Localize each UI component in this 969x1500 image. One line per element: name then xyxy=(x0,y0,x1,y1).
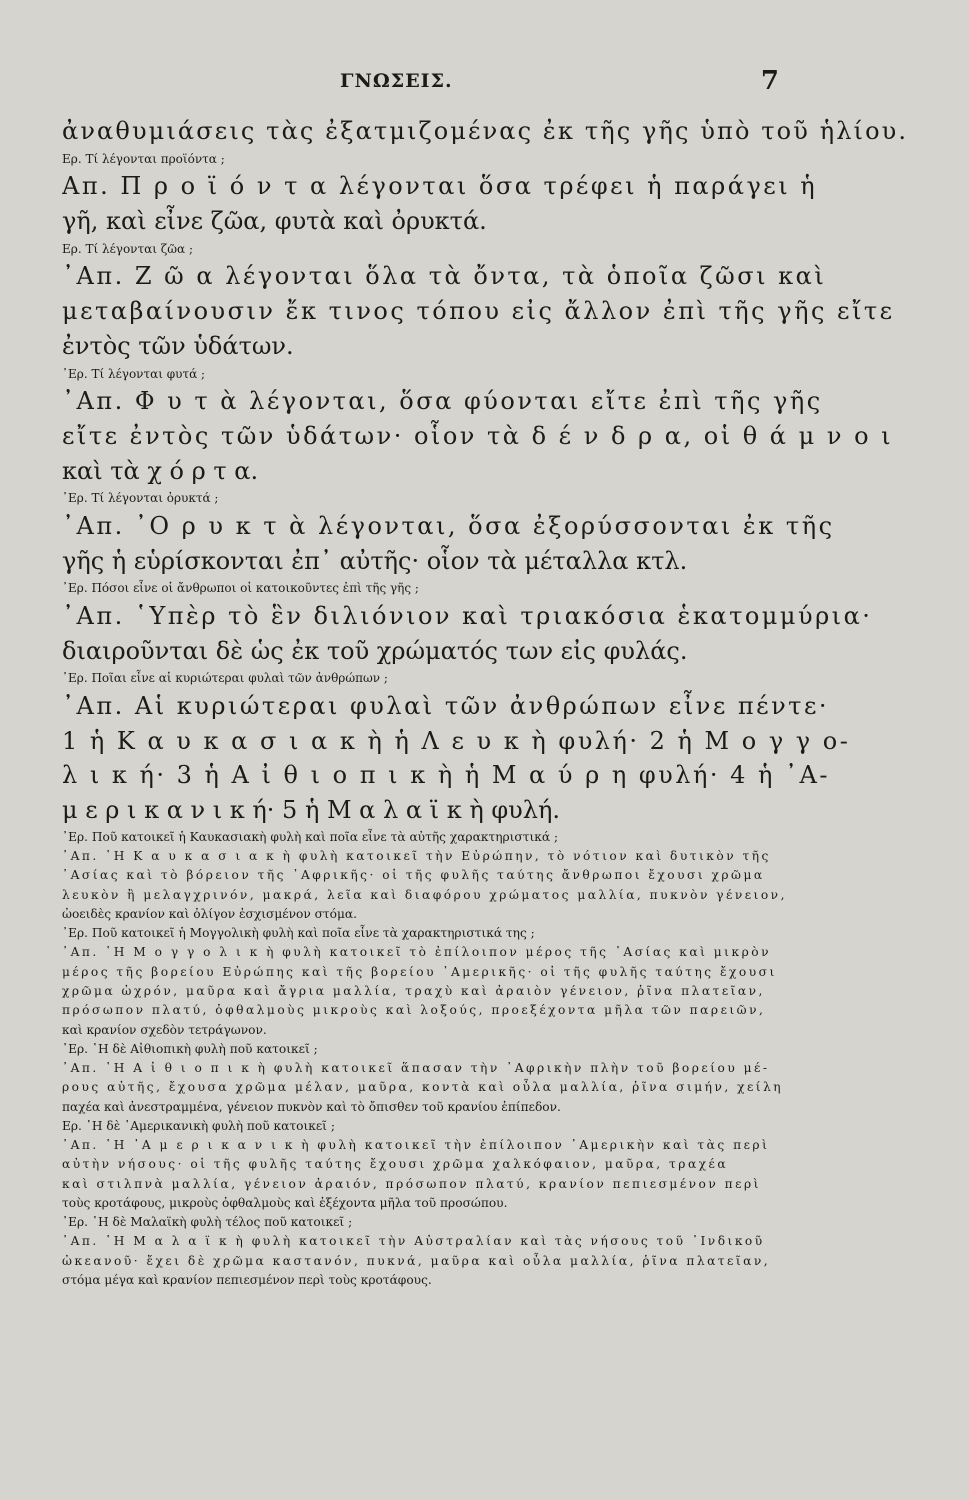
text-line: ἀναθυμιάσεις τὰς ἐξατμιζομένας ἐκ τῆς γῆς ὑπὸ τοῦ ἡλίου. xyxy=(62,117,908,145)
small-text-line: ᾿Απ. ῾Η Α ἰ θ ι ο π ι κ ὴ φυλὴ κατοικεῖ ἅπασαν τὴν ᾿Αφρικὴν πλὴν τοῦ βορείου μέ- xyxy=(62,1061,770,1076)
small-text-line: χρῶμα ὠχρόν, μαῦρα καὶ ἄγρια μαλλία, τραχὺ καὶ ἀραιὸν γένειον, ῥῖνα πλατεῖαν, xyxy=(62,984,765,999)
small-text-line: ᾿Ερ. Ποῦ κατοικεῖ ἡ Μογγολικὴ φυλὴ καὶ ποῖα εἶνε τὰ χαρακτηριστικά της ; xyxy=(62,926,535,941)
text-line: γῆς ἡ εὑρίσκονται ἐπ᾿ αὐτῆς· οἷον τὰ μέταλλα κτλ. xyxy=(62,546,688,575)
small-text-line: ὠοειδὲς κρανίον καὶ ὀλίγον ἐσχισμένον στόμα. xyxy=(62,906,358,921)
text-line: ᾿Απ. Ζ ῶ α λέγονται ὅλα τὰ ὄντα, τὰ ὁποῖα ζῶσι καὶ xyxy=(62,262,827,291)
text-line: ᾿Απ. Φ υ τ ὰ λέγονται, ὅσα φύονται εἴτε ἐπὶ τῆς γῆς xyxy=(62,386,823,415)
small-text-line: ᾿Απ. ῾Η Μ ο γ γ ο λ ι κ ὴ φυλὴ κατοικεῖ τὸ ἐπίλοιπον μέρος τῆς ᾿Ασίας καὶ μικρὸν xyxy=(62,945,771,960)
text-line: 1 ἡ Κ α υ κ α σ ι α κ ὴ ἡ Λ ε υ κ ὴ φυλή· 2 ἡ Μ ο γ γ ο- xyxy=(62,726,851,755)
text-line: λ ι κ ή· 3 ἡ Α ἰ θ ι ο π ι κ ὴ ἡ Μ α ύ ρ η φυλή· 4 ἡ ᾿Α- xyxy=(62,761,830,790)
small-text-line: καὶ κρανίον σχεδὸν τετράγωνον. xyxy=(62,1022,267,1037)
running-title: ΓΝΩΣΕΙΣ. xyxy=(340,70,453,92)
small-text-line: ᾿Ερ. ῾Η δὲ Μαλαϊκὴ φυλὴ τέλος ποῦ κατοικεῖ ; xyxy=(62,1215,353,1230)
text-line: ᾿Απ. ᾿Ο ρ υ κ τ ὰ λέγονται, ὅσα ἐξορύσσονται ἐκ τῆς xyxy=(62,511,835,540)
small-text-line: στόμα μέγα καὶ κρανίον πεπιεσμένον περὶ τοὺς κροτάφους. xyxy=(62,1273,432,1287)
small-text-line: ᾿Απ. ῾Η Μ α λ α ϊ κ ὴ φυλὴ κατοικεῖ τὴν Αὐστραλίαν καὶ τὰς νήσους τοῦ ᾿Ινδικοῦ xyxy=(62,1234,765,1249)
text-line: ἐντὸς τῶν ὑδάτων. xyxy=(62,331,294,360)
small-text-line: ᾿Ερ. Ποῦ κατοικεῖ ἡ Καυκασιακὴ φυλὴ καὶ ποῖα εἶνε τὰ αὐτῆς χαρακτηριστικά ; xyxy=(62,829,559,844)
small-text-line: ᾿Ασίας καὶ τὸ βόρειον τῆς ᾿Αφρικῆς· οἱ τῆς φυλῆς ταύτης ἄνθρωποι ἔχουσι χρῶμα xyxy=(62,868,765,883)
text-line: καὶ τὰ χ ό ρ τ α. xyxy=(62,456,259,485)
small-text-line: μέρος τῆς βορείου Εὐρώπης καὶ τῆς βορείου ᾿Αμερικῆς· οἱ τῆς φυλῆς ταύτης ἔχουσι xyxy=(62,964,777,979)
question-line: Ερ. Τί λέγονται ζῶα ; xyxy=(62,241,193,256)
small-text-line: πρόσωπον πλατύ, ὀφθαλμοὺς μικροὺς καὶ λοξούς, προεξέχοντα μῆλα τῶν παρειῶν, xyxy=(62,1003,766,1018)
text-line: ᾿Απ. Αἱ κυριώτεραι φυλαὶ τῶν ἀνθρώπων εἶνε πέντε· xyxy=(62,691,830,720)
small-text-line: παχέα καὶ ἀνεστραμμένα, γένειον πυκνὸν καὶ τὸ ὄπισθεν τοῦ κρανίου ἐπίπεδον. xyxy=(62,1099,561,1114)
text-line: διαιροῦνται δὲ ὡς ἐκ τοῦ χρώματός των εἰς φυλάς. xyxy=(62,636,688,665)
small-text-line: τοὺς κροτάφους, μικροὺς ὀφθαλμοὺς καὶ ἐξέχοντα μῆλα τοῦ προσώπου. xyxy=(62,1195,508,1210)
question-line: ᾿Ερ. Ποῖαι εἶνε αἱ κυριώτεραι φυλαὶ τῶν ἀνθρώπων ; xyxy=(62,671,388,686)
small-text-line: ᾿Ερ. ῾Η δὲ Αἰθιοπικὴ φυλὴ ποῦ κατοικεῖ ; xyxy=(62,1041,318,1056)
small-text-line: αὐτὴν νήσους· οἱ τῆς φυλῆς ταύτης ἔχουσι χρῶμα χαλκόφαιον, μαῦρα, τραχέα xyxy=(62,1157,729,1172)
small-text-line: ᾿Απ. ῾Η ᾿Α μ ε ρ ι κ α ν ι κ ὴ φυλὴ κατοικεῖ τὴν ἐπίλοιπον ᾿Αμερικὴν καὶ τὰς περὶ xyxy=(62,1138,770,1153)
small-text-line: ρους αὐτῆς, ἔχουσα χρῶμα μέλαν, μαῦρα, κοντὰ καὶ οὖλα μαλλία, ῥῖνα σιμήν, χείλη xyxy=(62,1080,784,1095)
text-line: Απ. Π ρ ο ϊ ό ν τ α λέγονται ὅσα τρέφει ἡ παράγει ἡ xyxy=(62,172,818,201)
text-line: ᾿Απ. ῾Υπὲρ τὸ ἓν διλιόνιον καὶ τριακόσια ἑκατομμύρια· xyxy=(62,601,873,630)
text-line: εἴτε ἐντὸς τῶν ὑδάτων· οἷον τὰ δ έ ν δ ρ α, οἱ θ ά μ ν ο ι xyxy=(62,421,894,450)
small-text-line: λευκὸν ἢ μελαγχρινόν, μακρά, λεῖα καὶ διαφόρου χρώματος μαλλία, πυκνὸν γένειον, xyxy=(62,887,787,902)
text-line: γῆ, καὶ εἶνε ζῶα, φυτὰ καὶ ὀρυκτά. xyxy=(62,206,487,235)
small-text-line: ὠκεανοῦ· ἔχει δὲ χρῶμα καστανόν, πυκνά, μαῦρα καὶ οὖλα μαλλία, ῥῖνα πλατεῖαν, xyxy=(62,1253,771,1268)
text-line: μεταβαίνουσιν ἔκ τινος τόπου εἰς ἄλλον ἐπὶ τῆς γῆς εἴτε xyxy=(62,296,895,325)
question-line: Ερ. Τί λέγονται προϊόντα ; xyxy=(62,151,225,166)
question-line: ᾿Ερ. Τί λέγονται ὀρυκτά ; xyxy=(62,491,219,506)
body-text xyxy=(62,114,908,1290)
question-line: ᾿Ερ. Τί λέγονται φυτά ; xyxy=(62,366,206,381)
question-line: ᾿Ερ. Πόσοι εἶνε οἱ ἄνθρωποι οἱ κατοικοῦντες ἐπὶ τῆς γῆς ; xyxy=(62,581,419,596)
small-text-line: Ερ. ῾Η δὲ ᾿Αμερικανικὴ φυλὴ ποῦ κατοικεῖ ; xyxy=(62,1118,335,1133)
small-text-line: καὶ στιλπνὰ μαλλία, γένειον ἀραιόν, πρόσωπον πλατύ, κρανίον πεπιεσμένον περὶ xyxy=(62,1176,761,1191)
page-header xyxy=(0,66,969,100)
page-number: 7 xyxy=(760,66,779,96)
text-line: μ ε ρ ι κ α ν ι κ ή· 5 ἡ Μ α λ α ϊ κ ὴ φυλή. xyxy=(62,796,560,825)
small-text-line: ᾿Απ. ῾Η Κ α υ κ α σ ι α κ ὴ φυλὴ κατοικεῖ τὴν Εὐρώπην, τὸ νότιον καὶ δυτικὸν τῆς xyxy=(62,849,771,864)
